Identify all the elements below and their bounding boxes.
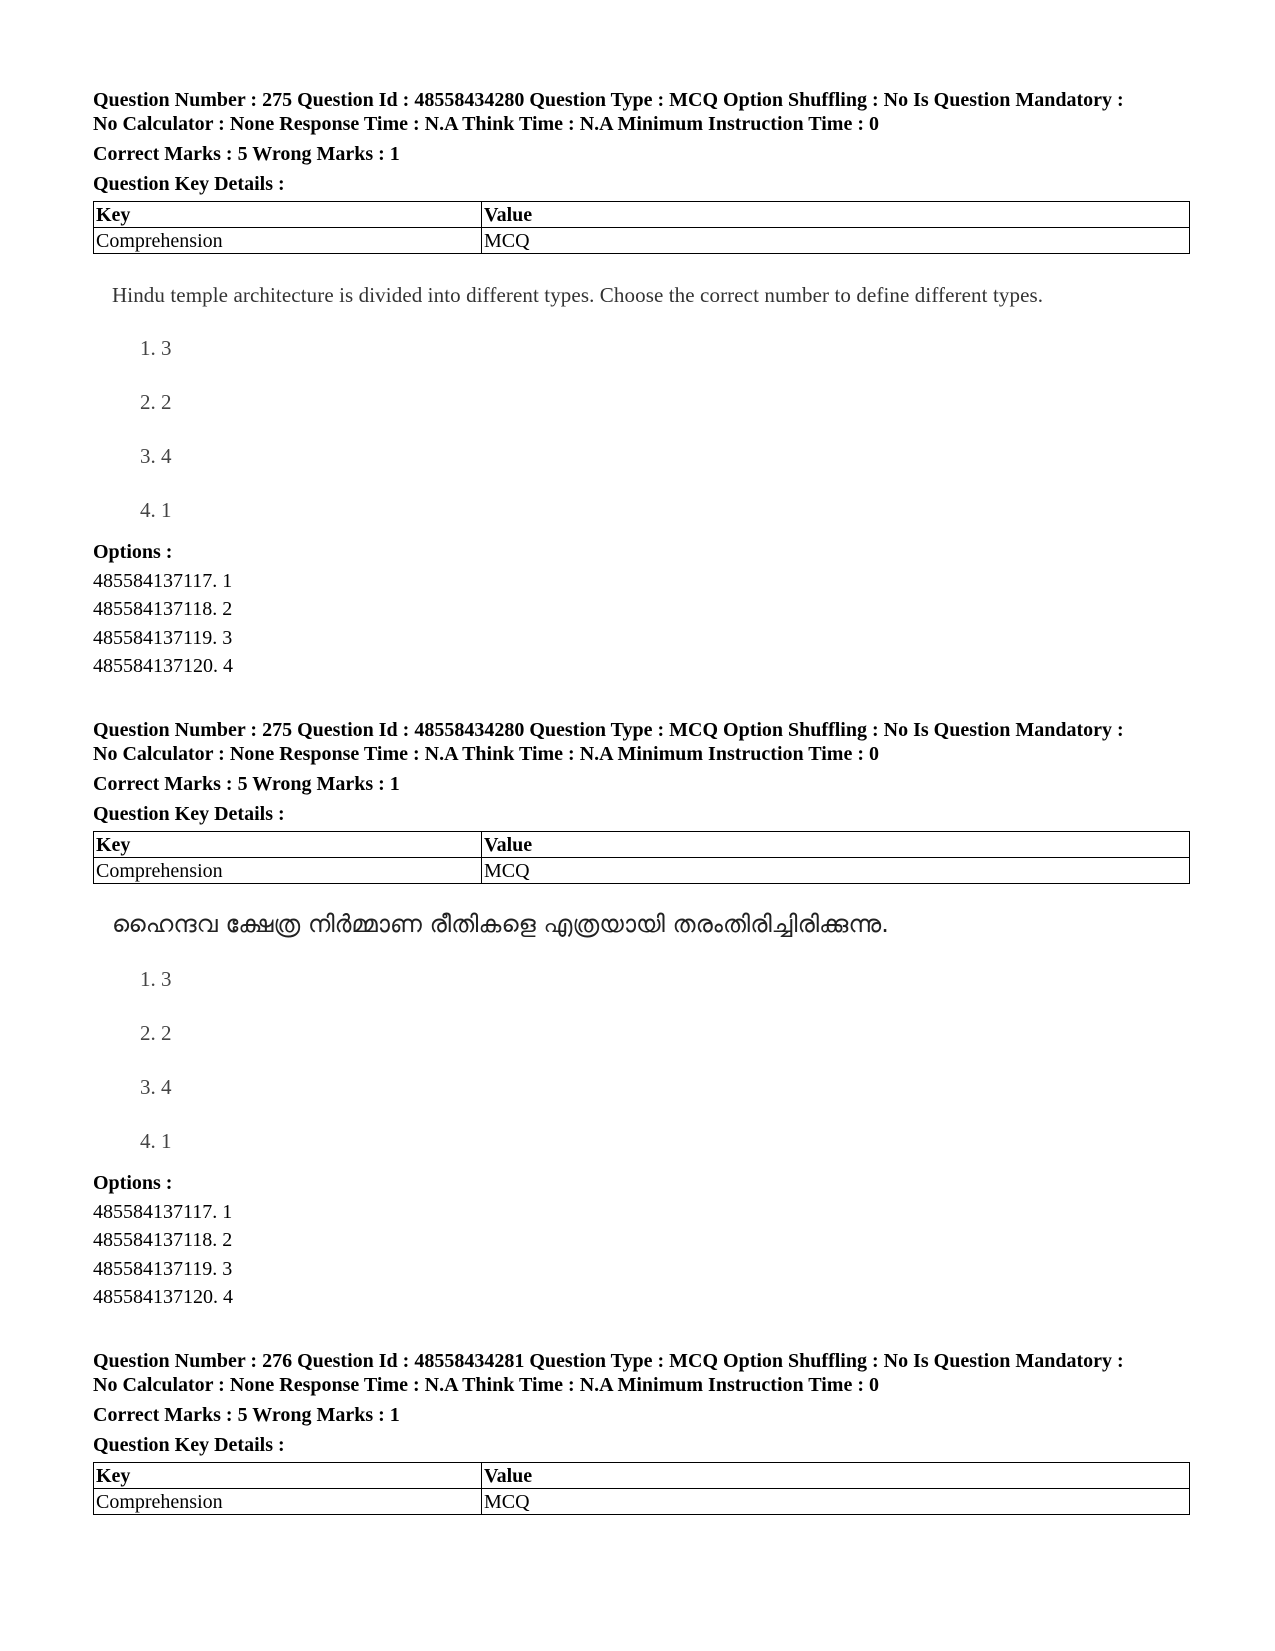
- option-item: 485584137118. 2: [93, 598, 233, 620]
- choice-item: 4. 1: [140, 498, 172, 522]
- choice-item: 1. 3: [140, 967, 172, 991]
- option-item: 485584137117. 1: [93, 1201, 233, 1223]
- table-cell-key: Comprehension: [94, 858, 482, 884]
- table-cell-value: MCQ: [482, 1489, 1190, 1515]
- choice-item: 2. 2: [140, 1021, 172, 1045]
- key-details-label: Question Key Details :: [93, 173, 285, 195]
- key-details-label: Question Key Details :: [93, 1434, 285, 1456]
- question-meta-line-1: Question Number : 275 Question Id : 48558434280 Question Type : MCQ Option Shuffling : No Is Question Mandatory :: [93, 89, 1124, 111]
- table-header-row: [94, 1463, 1190, 1489]
- table-header-value: Value: [482, 832, 1190, 858]
- question-block-1: [93, 88, 1190, 254]
- table-row: [94, 1489, 1190, 1515]
- question-meta-line-2: No Calculator : None Response Time : N.A Think Time : N.A Minimum Instruction Time : 0: [93, 113, 879, 135]
- marks-line: Correct Marks : 5 Wrong Marks : 1: [93, 143, 400, 165]
- choice-item: 1. 3: [140, 336, 172, 360]
- table-row: [94, 858, 1190, 884]
- question-meta: [93, 718, 1190, 766]
- choice-item: 2. 2: [140, 390, 172, 414]
- choice-item: 3. 4: [140, 1075, 172, 1099]
- table-header-value: Value: [482, 202, 1190, 228]
- question-meta-line-2: No Calculator : None Response Time : N.A Think Time : N.A Minimum Instruction Time : 0: [93, 1374, 879, 1396]
- question-block-3: [93, 1349, 1190, 1515]
- option-item: 485584137117. 1: [93, 570, 233, 592]
- table-cell-key: Comprehension: [94, 228, 482, 254]
- option-item: 485584137119. 3: [93, 627, 233, 649]
- question-text: ഹൈന്ദവ ക്ഷേത്ര നിർമ്മാണ രീതികളെ എത്രയായി തരംതിരിച്ചിരിക്കുന്നു.: [112, 910, 889, 938]
- table-header-row: [94, 832, 1190, 858]
- options-label: Options :: [93, 1172, 173, 1194]
- table-cell-value: MCQ: [482, 228, 1190, 254]
- table-header-key: Key: [94, 1463, 482, 1489]
- key-details-table: [93, 1462, 1190, 1515]
- table-header-row: [94, 202, 1190, 228]
- table-row: [94, 228, 1190, 254]
- option-item: 485584137119. 3: [93, 1258, 233, 1280]
- key-details-table: [93, 201, 1190, 254]
- table-cell-key: Comprehension: [94, 1489, 482, 1515]
- table-header-value: Value: [482, 1463, 1190, 1489]
- marks-line: Correct Marks : 5 Wrong Marks : 1: [93, 1404, 400, 1426]
- question-meta: [93, 88, 1190, 136]
- marks-line: Correct Marks : 5 Wrong Marks : 1: [93, 773, 400, 795]
- option-item: 485584137120. 4: [93, 655, 233, 677]
- table-header-key: Key: [94, 202, 482, 228]
- key-details-table: [93, 831, 1190, 884]
- question-meta-line-1: Question Number : 275 Question Id : 48558434280 Question Type : MCQ Option Shuffling : No Is Question Mandatory :: [93, 719, 1124, 741]
- question-meta-line-1: Question Number : 276 Question Id : 48558434281 Question Type : MCQ Option Shuffling : No Is Question Mandatory :: [93, 1350, 1124, 1372]
- choice-item: 4. 1: [140, 1129, 172, 1153]
- options-label: Options :: [93, 541, 173, 563]
- option-item: 485584137120. 4: [93, 1286, 233, 1308]
- table-cell-value: MCQ: [482, 858, 1190, 884]
- question-meta-line-2: No Calculator : None Response Time : N.A Think Time : N.A Minimum Instruction Time : 0: [93, 743, 879, 765]
- question-block-2: [93, 718, 1190, 884]
- option-item: 485584137118. 2: [93, 1229, 233, 1251]
- choice-item: 3. 4: [140, 444, 172, 468]
- table-header-key: Key: [94, 832, 482, 858]
- key-details-label: Question Key Details :: [93, 803, 285, 825]
- question-text: Hindu temple architecture is divided into different types. Choose the correct number to define different types.: [112, 283, 1044, 307]
- question-meta: [93, 1349, 1190, 1397]
